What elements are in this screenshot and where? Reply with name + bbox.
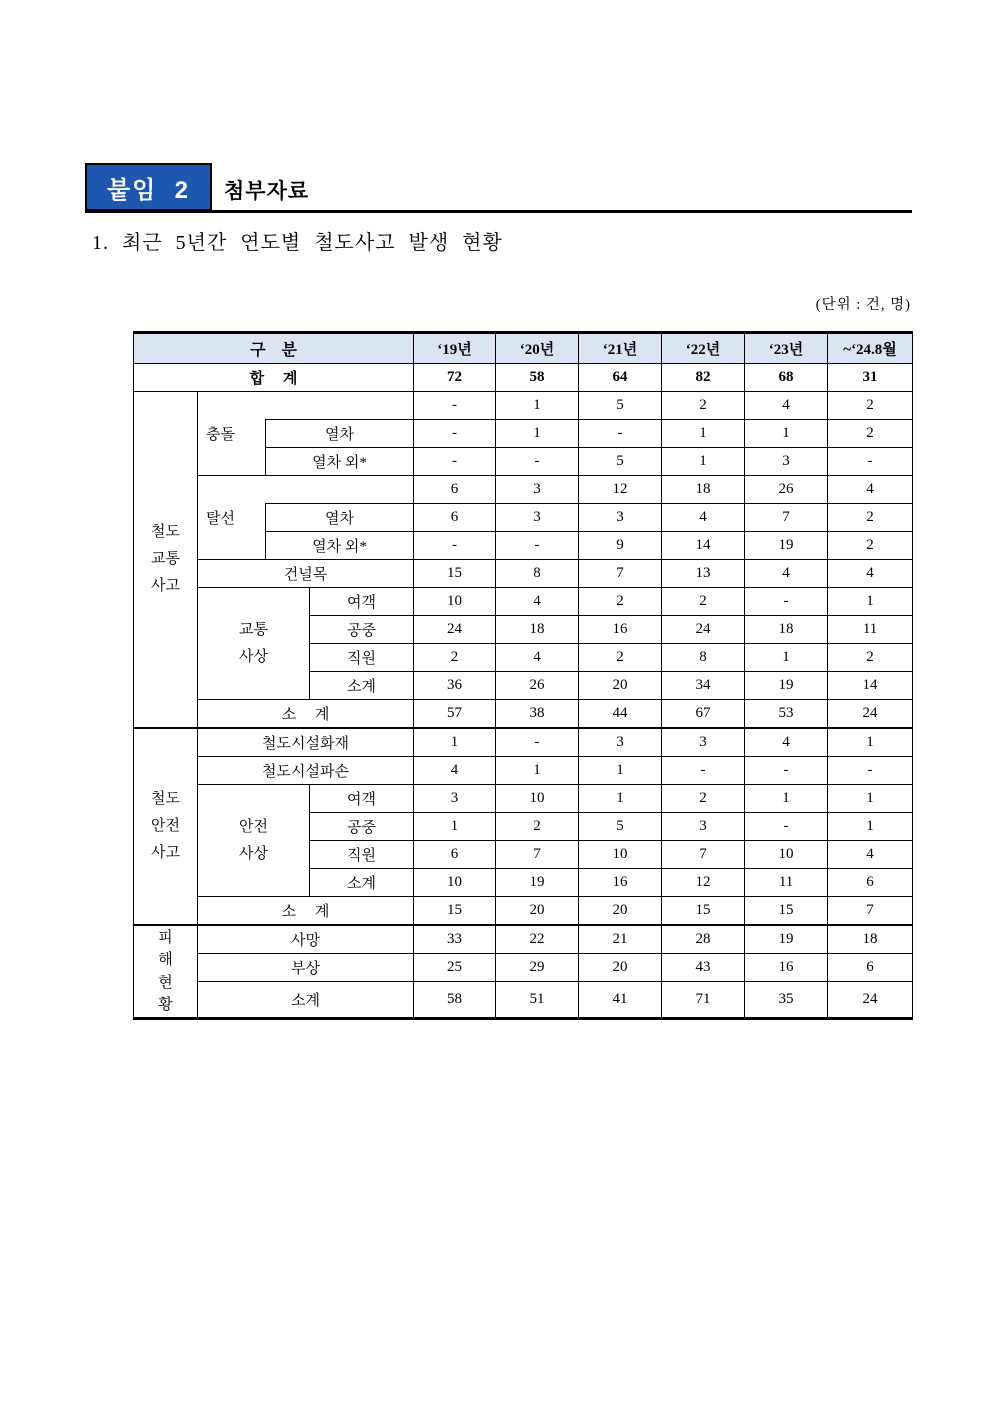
data-cell: - xyxy=(828,757,913,785)
data-cell: 1 xyxy=(414,728,496,757)
data-cell: 67 xyxy=(662,700,745,729)
data-cell: 82 xyxy=(662,364,745,392)
data-cell: 3 xyxy=(579,728,662,757)
row-crossing xyxy=(134,560,913,588)
data-cell: 16 xyxy=(745,954,828,982)
data-cell: 10 xyxy=(414,869,496,897)
label-cell: 직원 xyxy=(310,841,414,869)
data-cell: 41 xyxy=(579,982,662,1019)
data-cell: 1 xyxy=(828,785,913,813)
data-cell: 22 xyxy=(496,925,579,954)
row-safety-subtotal xyxy=(134,897,913,926)
data-cell: 7 xyxy=(828,897,913,926)
data-cell: 1 xyxy=(745,420,828,448)
row-facility-damage xyxy=(134,757,913,785)
data-cell: - xyxy=(662,757,745,785)
data-cell: 1 xyxy=(828,813,913,841)
row-injuries xyxy=(134,954,913,982)
data-cell: 4 xyxy=(414,757,496,785)
accident-statistics-table xyxy=(133,331,913,1020)
data-cell: 58 xyxy=(496,364,579,392)
row-traffic-subtotal xyxy=(134,700,913,729)
data-cell: 1 xyxy=(496,420,579,448)
label-cell: 공중 xyxy=(310,813,414,841)
label-cell: 열차 xyxy=(266,420,414,448)
label-cell: 합 계 xyxy=(134,364,414,392)
data-cell: 8 xyxy=(662,644,745,672)
label-cell: 소계 xyxy=(310,869,414,897)
data-cell: 5 xyxy=(579,813,662,841)
data-cell: 10 xyxy=(414,588,496,616)
data-cell: 64 xyxy=(579,364,662,392)
data-cell: 1 xyxy=(828,728,913,757)
label-cell: 소계 xyxy=(310,672,414,700)
data-cell: 6 xyxy=(414,841,496,869)
data-cell: 19 xyxy=(496,869,579,897)
row-facility-fire xyxy=(134,728,913,757)
label-cell: 공중 xyxy=(310,616,414,644)
data-cell: 57 xyxy=(414,700,496,729)
label-cell: 열차 외* xyxy=(266,532,414,560)
data-cell: 19 xyxy=(745,532,828,560)
row-damage-subtotal xyxy=(134,982,913,1019)
row-collision xyxy=(134,392,913,420)
data-cell: 1 xyxy=(745,785,828,813)
label-cell: 철도시설파손 xyxy=(198,757,414,785)
group-cell-safety-accident: 철도 안전 사고 xyxy=(134,728,198,925)
data-cell: - xyxy=(496,532,579,560)
data-cell: 4 xyxy=(828,476,913,504)
data-cell: 6 xyxy=(828,954,913,982)
data-cell: - xyxy=(745,757,828,785)
label-cell: 소 계 xyxy=(198,700,414,729)
label-cell: 여객 xyxy=(310,785,414,813)
data-cell: 3 xyxy=(745,448,828,476)
data-cell: 20 xyxy=(579,954,662,982)
data-cell: 18 xyxy=(828,925,913,954)
row-derailment xyxy=(134,476,913,504)
data-cell: 6 xyxy=(414,504,496,532)
data-cell: - xyxy=(414,448,496,476)
col-header-2020: ‘20년 xyxy=(496,333,579,364)
data-cell: 1 xyxy=(579,785,662,813)
label-cell: 탈선 xyxy=(198,476,266,560)
data-cell: 1 xyxy=(496,757,579,785)
row-deaths xyxy=(134,925,913,954)
data-cell: 19 xyxy=(745,672,828,700)
data-cell: - xyxy=(414,392,496,420)
data-cell: 1 xyxy=(662,420,745,448)
data-cell: 43 xyxy=(662,954,745,982)
subgroup-cell-traffic-casualty: 교통 사상 xyxy=(198,588,310,700)
attachment-badge xyxy=(85,163,212,211)
data-cell: 24 xyxy=(828,700,913,729)
data-cell: 5 xyxy=(579,448,662,476)
row-total xyxy=(134,364,913,392)
data-cell: 12 xyxy=(579,476,662,504)
data-cell: 24 xyxy=(828,982,913,1019)
data-cell: 26 xyxy=(496,672,579,700)
data-cell: - xyxy=(496,448,579,476)
data-cell: 72 xyxy=(414,364,496,392)
data-cell: 7 xyxy=(662,841,745,869)
label-cell: 직원 xyxy=(310,644,414,672)
attachment-badge-label: 붙임 2 xyxy=(106,176,191,204)
row-safety-casualty-passenger xyxy=(134,785,913,813)
label-cell: 충돌 xyxy=(198,392,266,476)
data-cell: 10 xyxy=(745,841,828,869)
data-cell: 11 xyxy=(745,869,828,897)
data-cell: 2 xyxy=(579,644,662,672)
data-cell: 3 xyxy=(579,504,662,532)
label-cell: 부상 xyxy=(198,954,414,982)
col-header-category: 구 분 xyxy=(134,333,414,364)
data-cell: 3 xyxy=(496,476,579,504)
data-cell: 16 xyxy=(579,616,662,644)
data-cell: 1 xyxy=(579,757,662,785)
data-cell: 10 xyxy=(496,785,579,813)
data-cell: - xyxy=(496,728,579,757)
data-cell: 26 xyxy=(745,476,828,504)
data-cell: 15 xyxy=(414,897,496,926)
label-cell: 철도시설화재 xyxy=(198,728,414,757)
data-cell: 24 xyxy=(414,616,496,644)
data-cell: 35 xyxy=(745,982,828,1019)
data-cell: 20 xyxy=(579,672,662,700)
section-title: 1. 최근 5년간 연도별 철도사고 발생 현황 xyxy=(92,232,503,254)
data-cell: 4 xyxy=(496,588,579,616)
label-cell: 건널목 xyxy=(198,560,414,588)
header-divider xyxy=(85,210,912,213)
data-cell: 11 xyxy=(828,616,913,644)
data-cell: 53 xyxy=(745,700,828,729)
col-header-2021: ‘21년 xyxy=(579,333,662,364)
label-cell: 열차 xyxy=(266,504,414,532)
data-cell: 18 xyxy=(662,476,745,504)
table-header-row xyxy=(134,333,913,364)
data-cell: 28 xyxy=(662,925,745,954)
data-cell: 8 xyxy=(496,560,579,588)
data-cell: 15 xyxy=(662,897,745,926)
data-cell: 1 xyxy=(496,392,579,420)
data-cell: 29 xyxy=(496,954,579,982)
subgroup-cell-safety-casualty: 안전 사상 xyxy=(198,785,310,897)
data-cell: 13 xyxy=(662,560,745,588)
spacer-cell xyxy=(266,476,414,504)
data-cell: 3 xyxy=(662,813,745,841)
data-cell: 2 xyxy=(828,420,913,448)
label-cell: 열차 외* xyxy=(266,448,414,476)
data-cell: 4 xyxy=(828,841,913,869)
data-cell: - xyxy=(745,813,828,841)
data-cell: 7 xyxy=(745,504,828,532)
data-cell: 58 xyxy=(414,982,496,1019)
label-cell: 소계 xyxy=(198,982,414,1019)
data-cell: 36 xyxy=(414,672,496,700)
data-cell: 15 xyxy=(414,560,496,588)
col-header-2019: ‘19년 xyxy=(414,333,496,364)
data-cell: 1 xyxy=(828,588,913,616)
row-traffic-casualty-passenger xyxy=(134,588,913,616)
data-cell: 12 xyxy=(662,869,745,897)
data-cell: 20 xyxy=(579,897,662,926)
col-header-2023: ‘23년 xyxy=(745,333,828,364)
col-header-2022: ‘22년 xyxy=(662,333,745,364)
data-cell: 33 xyxy=(414,925,496,954)
data-cell: 4 xyxy=(745,728,828,757)
data-cell: 14 xyxy=(662,532,745,560)
data-cell: 34 xyxy=(662,672,745,700)
data-cell: 2 xyxy=(662,588,745,616)
data-cell: 9 xyxy=(579,532,662,560)
data-cell: 3 xyxy=(496,504,579,532)
data-cell: 3 xyxy=(662,728,745,757)
data-cell: 71 xyxy=(662,982,745,1019)
data-cell: 20 xyxy=(496,897,579,926)
data-cell: 21 xyxy=(579,925,662,954)
label-cell: 사망 xyxy=(198,925,414,954)
data-cell: - xyxy=(414,532,496,560)
data-cell: 15 xyxy=(745,897,828,926)
data-cell: 4 xyxy=(662,504,745,532)
data-cell: 24 xyxy=(662,616,745,644)
data-cell: 19 xyxy=(745,925,828,954)
data-cell: 7 xyxy=(579,560,662,588)
data-cell: - xyxy=(579,420,662,448)
col-header-2024: ~‘24.8월 xyxy=(828,333,913,364)
data-cell: - xyxy=(414,420,496,448)
data-cell: 2 xyxy=(828,532,913,560)
doc-type-label: 첨부자료 xyxy=(224,180,310,203)
unit-note: (단위 : 건, 명) xyxy=(815,297,911,313)
data-cell: 4 xyxy=(828,560,913,588)
data-cell: 14 xyxy=(828,672,913,700)
data-cell: 2 xyxy=(828,504,913,532)
data-cell: - xyxy=(828,448,913,476)
data-cell: 10 xyxy=(579,841,662,869)
data-cell: 7 xyxy=(496,841,579,869)
data-cell: 31 xyxy=(828,364,913,392)
data-cell: 2 xyxy=(579,588,662,616)
data-cell: 68 xyxy=(745,364,828,392)
label-cell: 여객 xyxy=(310,588,414,616)
data-cell: 2 xyxy=(414,644,496,672)
data-cell: 2 xyxy=(828,644,913,672)
spacer-cell xyxy=(266,392,414,420)
group-cell-damage-status: 피 해 현 황 xyxy=(134,925,198,1019)
group-cell-traffic-accident: 철도 교통 사고 xyxy=(134,392,198,729)
data-cell: 38 xyxy=(496,700,579,729)
data-cell: 2 xyxy=(828,392,913,420)
data-cell: 4 xyxy=(745,392,828,420)
label-cell: 소 계 xyxy=(198,897,414,926)
data-cell: 1 xyxy=(745,644,828,672)
data-cell: 4 xyxy=(496,644,579,672)
data-cell: 25 xyxy=(414,954,496,982)
data-cell: 44 xyxy=(579,700,662,729)
data-cell: 2 xyxy=(662,392,745,420)
accident-table-container xyxy=(133,331,913,1020)
data-cell: 16 xyxy=(579,869,662,897)
data-cell: 2 xyxy=(496,813,579,841)
data-cell: 18 xyxy=(745,616,828,644)
data-cell: 18 xyxy=(496,616,579,644)
data-cell: - xyxy=(745,588,828,616)
data-cell: 2 xyxy=(662,785,745,813)
data-cell: 5 xyxy=(579,392,662,420)
data-cell: 6 xyxy=(414,476,496,504)
data-cell: 1 xyxy=(414,813,496,841)
data-cell: 1 xyxy=(662,448,745,476)
data-cell: 3 xyxy=(414,785,496,813)
data-cell: 51 xyxy=(496,982,579,1019)
data-cell: 4 xyxy=(745,560,828,588)
data-cell: 6 xyxy=(828,869,913,897)
